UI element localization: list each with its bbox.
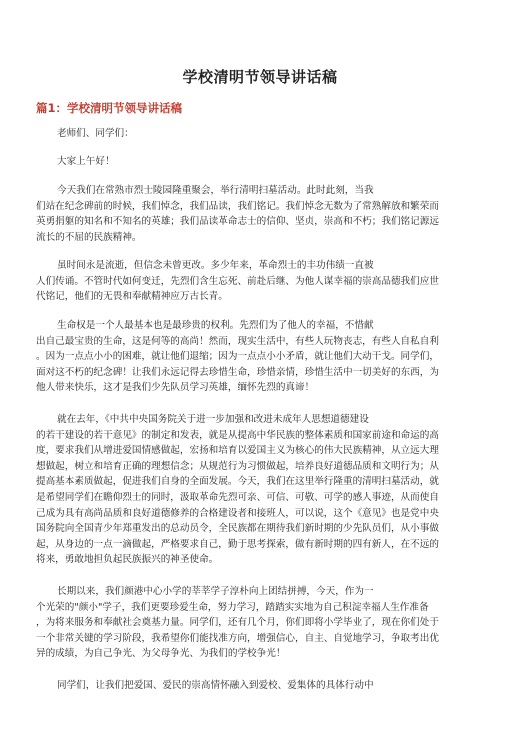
paragraph-line: 英勇捐躯的知名和不知名的英雄；我们品读革命志士的信仰、坚贞，崇高和不朽；我们铭记源远 — [36, 216, 439, 228]
paragraph-line: 面对这不朽的纪念碑！让我们永远记得去珍惜生命，珍惜亲情，珍惜生活中一切美好的东西，为 — [36, 366, 439, 378]
paragraph-line: 度，要求我们从增进爱国情感做起，宏扬和培育以爱国主义为核心的伟大民族精神，从立远大理 — [36, 445, 439, 457]
paragraph-line: 提高基本素质做起，促进我们自身的全面发展。今天，我们在这里举行隆重的清明扫墓活动，就 — [36, 476, 439, 488]
paragraph-salutation — [36, 154, 488, 170]
paragraph-5 — [36, 584, 488, 662]
paragraph-line: 代铭记，他们的无畏和奉献精神应万古长青。 — [36, 291, 228, 303]
paragraph-4 — [36, 412, 488, 568]
paragraph-line: 起，从身边的一点一滴做起，严格要求自己，勤于思考探索，做有新时期的四有新人，在不远的 — [36, 538, 439, 550]
paragraph-line: 出自己最宝贵的生命，这是何等的高尚！然而，现实生活中，有些人玩物丧志，有些人自私自利 — [36, 335, 439, 347]
paragraph-line: 人们传诵。不管时代如何变迁，先烈们含生忘死、前赴后继、为他人谋幸福的崇高品德我们应世 — [36, 275, 439, 287]
paragraph-line: 是希望同学们在瞻仰烈士的同时，汲取革命先烈可亲、可信、可敬、可学的感人事迹，从而使自 — [36, 491, 439, 503]
paragraph-line: 流长的不屈的民族精神。 — [36, 231, 142, 243]
paragraph-line: 就在去年，《中共中央国务院关于进一步加强和改进未成年人思想道德建设 — [57, 414, 369, 425]
paragraph-line: 大家上午好！ — [57, 156, 115, 167]
paragraph-line: 同学们，让我们把爱国、爱民的崇高情怀融入到爱校、爱集体的具体行动中 — [57, 680, 374, 691]
paragraph-line: 的若干建设的若干意见》的制定和发表，就是从提高中华民族的整体素质和国家前途和命运的高 — [36, 429, 439, 441]
section-heading: 篇1：学校清明节领导讲话稿 — [36, 101, 183, 115]
paragraph-line: 个光荣的"颜小"学子，我们更要珍爱生命，努力学习，踏踏实实地为自己积淀幸福人生作准备 — [36, 601, 429, 613]
paragraph-line: 。因为一点点小小的困难，就让他们退缩；因为一点点小小矛盾，就让他们大动干戈。同学们， — [36, 351, 439, 363]
paragraph-line: 长期以来，我们颜港中心小学的莘莘学子淳朴向上团结拼搏，今天，作为一 — [57, 586, 374, 597]
paragraph-line: 将来，勇敢地担负起民族振兴的神圣使命。 — [36, 554, 219, 566]
paragraph-line: ，为将来服务和奉献社会奠基力量。同学们，还有几个月，你们即将小学毕业了，现在你们处于 — [36, 617, 439, 629]
paragraph-line: 们站在纪念碑前的时候，我们悼念，我们品读，我们铭记。我们悼念无数为了常熟解放和繁荣而 — [36, 200, 439, 212]
paragraph-line: 他人带来快乐，这才是我们少先队员学习英雄，缅怀先烈的真谛！ — [36, 382, 315, 394]
paragraph-line: 一个非常关键的学习阶段，我希望你们能找准方向，增强信心，自主、自觉地学习，争取考出优 — [36, 632, 439, 644]
paragraph-6 — [36, 678, 488, 694]
paragraph-line: 老师们、同学们： — [57, 128, 134, 139]
paragraph-line: 虽时间永是流逝，但信念未曾更改。多少年来，革命烈士的丰功伟绩一直被 — [57, 260, 374, 271]
paragraph-line: 己成为具有高尚品质和良好道德修养的合格建设者和接班人，可以说，这个《意见》也是党中央 — [36, 507, 439, 519]
paragraph-3 — [36, 318, 488, 396]
document-title: 学校清明节领导讲话稿 — [182, 68, 338, 86]
paragraph-line: 国务院向全国青少年郑重发出的总动员令，全民族都在期待我们新时期的少先队员们，从小事做 — [36, 523, 439, 535]
paragraph-line: 异的成绩，为自己争光、为父母争光、为我们的学校争光！ — [36, 648, 286, 660]
paragraph-line: 生命权是一个人最基本也是最珍贵的权利。先烈们为了他人的幸福，不惜献 — [57, 320, 374, 331]
paragraph-line: 想做起，树立和培育正确的理想信念；从规范行为习惯做起，培养良好道德品质和文明行为；从 — [36, 460, 439, 472]
paragraph-1 — [36, 183, 488, 245]
paragraph-2 — [36, 258, 488, 305]
paragraph-greeting — [36, 126, 488, 142]
paragraph-line: 今天我们在常熟市烈士陵园隆重聚会，举行清明扫墓活动。此时此刻，当我 — [57, 185, 374, 196]
